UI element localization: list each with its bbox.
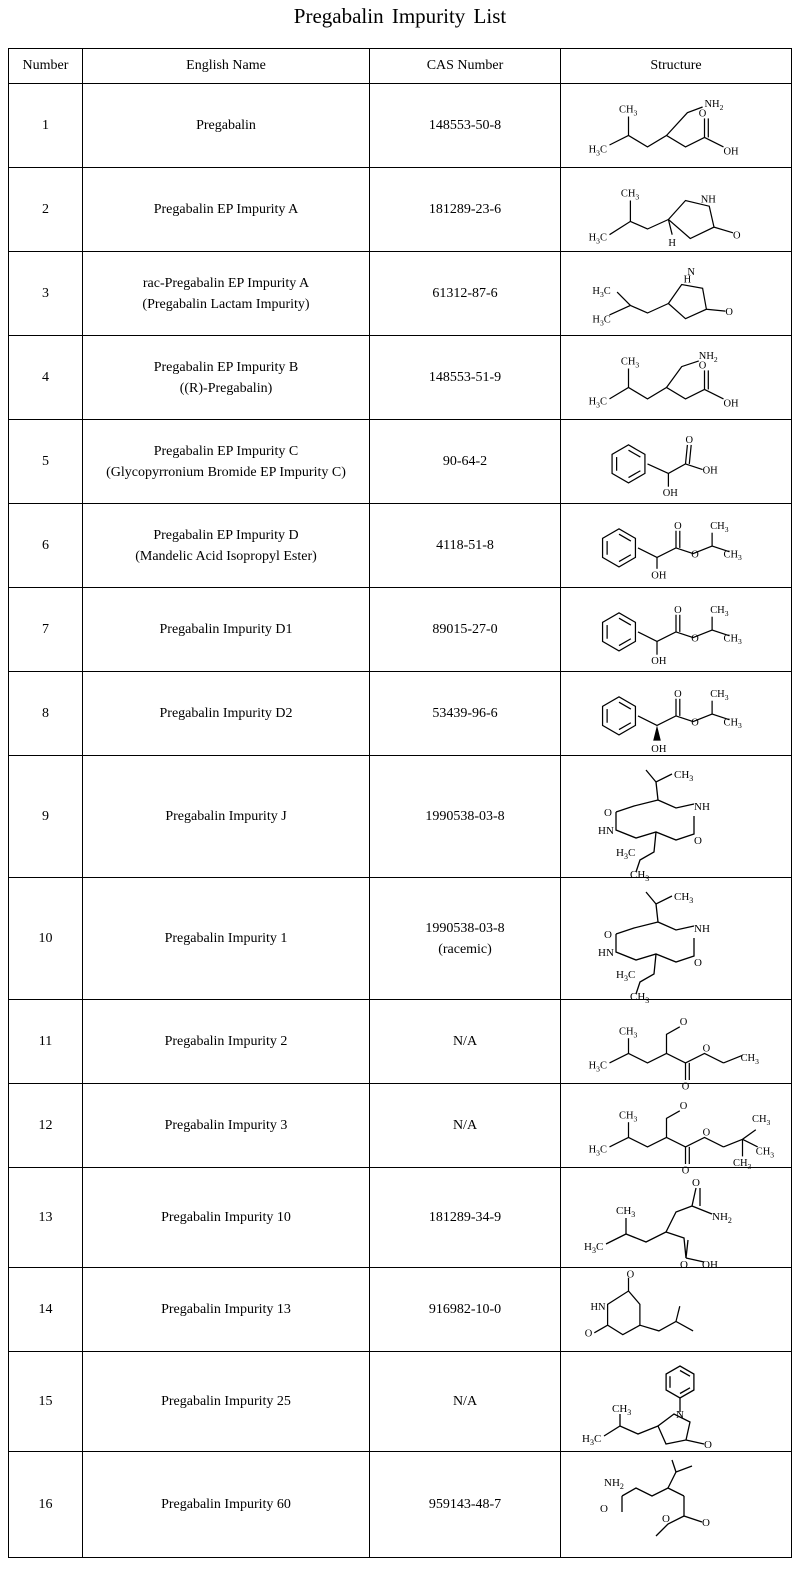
cas-number-line: 53439-96-6: [432, 706, 498, 721]
svg-text:CH3: $CH_3$: [723, 632, 742, 646]
english-name: [83, 1452, 370, 1558]
svg-text:H: H: [668, 237, 676, 249]
english-name: [83, 878, 370, 1000]
carbamoyl-acid-structure-icon: [576, 1172, 776, 1271]
cas-number: [370, 1168, 561, 1268]
row-number: 7: [9, 588, 83, 672]
svg-text:O: O: [691, 716, 699, 728]
table-row: [9, 420, 792, 504]
svg-text:CH3: $CH_3$: [723, 548, 742, 562]
cas-number: [370, 1352, 561, 1452]
svg-text:H3C: $H_3C$: [616, 968, 636, 983]
svg-text:O: O: [685, 434, 694, 446]
english-name: [83, 672, 370, 756]
svg-text:CH3: $CH_3$: [619, 1025, 638, 1039]
english-name-line: Pregabalin EP Impurity C: [153, 443, 299, 459]
svg-text:CH3: $CH_3$: [723, 716, 742, 730]
n-phenyl-lactam-structure-icon: [576, 1356, 776, 1451]
english-name: [83, 336, 370, 420]
svg-text:CH3: $CH_3$: [619, 1109, 638, 1123]
english-name-line: Pregabalin Impurity 10: [161, 1210, 291, 1225]
row-number: 13: [9, 1168, 83, 1268]
cas-number-line: 61312-87-6: [432, 286, 498, 301]
svg-text:CH3: $CH_3$: [710, 688, 729, 702]
svg-text:CH3: $CH_3$: [710, 520, 729, 534]
structure-cell: [561, 756, 792, 883]
lactam-racemic-structure-icon: [576, 256, 776, 332]
lactam-chiral-structure-icon: [576, 172, 776, 248]
svg-text:H: H: [683, 274, 692, 286]
cas-number-line: 90-64-2: [442, 454, 488, 469]
cas-number-line: 1990538-03-8: [425, 809, 505, 824]
english-name-line: Pregabalin Impurity 60: [161, 1497, 291, 1512]
english-name-line: Pregabalin Impurity D2: [159, 706, 293, 721]
svg-text:O: O: [692, 1176, 700, 1189]
svg-text:CH3: $CH_3$: [616, 1204, 636, 1219]
table-row: [9, 168, 792, 252]
svg-text:H3C: $H_3C$: [582, 1432, 602, 1447]
english-name-line: Pregabalin: [196, 118, 256, 133]
cas-number-line: 148553-50-8: [428, 118, 502, 133]
table-row: [9, 336, 792, 420]
table-row: [9, 504, 792, 588]
structure-cell: [561, 1084, 792, 1176]
structure-cell: [561, 588, 792, 672]
cas-number-line: 89015-27-0: [432, 622, 498, 637]
isopropyl-mandelate-r-structure-icon: [576, 592, 776, 668]
row-number: 11: [9, 1000, 83, 1084]
table-row: [9, 1268, 792, 1352]
english-name-line: (Mandelic Acid Isopropyl Ester): [135, 548, 317, 564]
cas-number: [370, 672, 561, 756]
cas-number: [370, 1084, 561, 1168]
table-row: [9, 1352, 792, 1452]
svg-text:CH3: $CH_3$: [752, 1113, 771, 1127]
english-name-line: Pregabalin Impurity 3: [164, 1118, 288, 1133]
svg-text:OH: OH: [651, 569, 667, 581]
structure-cell: [561, 84, 792, 168]
english-name: [83, 1084, 370, 1168]
svg-text:O: O: [674, 520, 682, 532]
cas-number-line: (racemic): [438, 941, 492, 957]
table-row: [9, 672, 792, 756]
cas-number-line: 916982-10-0: [428, 1302, 502, 1317]
svg-text:CH3: $CH_3$: [630, 868, 650, 883]
cas-number-line: 1990538-03-8: [425, 920, 505, 936]
cas-number-line: 4118-51-8: [436, 538, 494, 553]
svg-text:CH3: $CH_3$: [740, 1052, 759, 1066]
cas-number: [370, 756, 561, 878]
svg-text:HN: HN: [590, 1301, 606, 1313]
english-name-line: (Glycopyrronium Bromide EP Impurity C): [106, 464, 346, 480]
cas-number-line: N/A: [452, 1394, 478, 1409]
cas-number-line: 181289-34-9: [428, 1210, 502, 1225]
english-name-line: Pregabalin Impurity D1: [159, 622, 293, 637]
pregabalin-structure-icon: [576, 88, 776, 164]
row-number: 8: [9, 672, 83, 756]
english-name: [83, 588, 370, 672]
row-number: 5: [9, 420, 83, 504]
svg-text:O: O: [584, 1328, 593, 1340]
r-pregabalin-structure-icon: [576, 340, 776, 416]
row-number: 3: [9, 252, 83, 336]
svg-text:H3C: $H_3C$: [616, 846, 636, 861]
structure-cell: [561, 672, 792, 756]
svg-text:OH: OH: [702, 1258, 718, 1271]
svg-text:H3C: $H_3C$: [588, 144, 607, 157]
svg-text:NH2: $NH_2$: [712, 1210, 732, 1225]
cas-number-line: 181289-23-6: [428, 202, 502, 217]
svg-text:O: O: [691, 632, 699, 644]
table-row: [9, 878, 792, 1000]
svg-text:H3C: $H_3C$: [588, 231, 607, 245]
cas-number: [370, 1000, 561, 1084]
svg-text:O: O: [662, 1512, 670, 1525]
aldehyde-tbutyl-ester-structure-icon: [576, 1088, 776, 1176]
structure-cell: [561, 336, 792, 420]
amide-ethyl-ester-structure-icon: [576, 1456, 776, 1554]
svg-text:CH3: $CH_3$: [674, 890, 694, 905]
table-row: [9, 756, 792, 878]
english-name: [83, 1268, 370, 1352]
svg-text:H3C: $H_3C$: [588, 1060, 607, 1073]
table-row: [9, 252, 792, 336]
svg-text:NH: NH: [694, 800, 710, 813]
table-row: [9, 588, 792, 672]
svg-text:CH3: $CH_3$: [710, 604, 729, 618]
cas-number: [370, 336, 561, 420]
english-name-line: Pregabalin Impurity 2: [164, 1034, 288, 1049]
svg-text:O: O: [681, 1081, 690, 1092]
english-name: [83, 252, 370, 336]
svg-text:O: O: [725, 306, 733, 318]
svg-text:O: O: [694, 956, 702, 969]
english-name-line: Pregabalin EP Impurity A: [153, 202, 299, 217]
svg-text:O: O: [691, 548, 699, 560]
svg-text:O: O: [702, 1516, 710, 1529]
svg-text:O: O: [698, 108, 707, 119]
aldehyde-ethyl-ester-structure-icon: [576, 1004, 776, 1092]
row-number: 6: [9, 504, 83, 588]
svg-text:O: O: [694, 834, 702, 847]
impurity-table: [8, 48, 792, 1558]
isopropyl-mandelate-structure-icon: [576, 508, 776, 584]
svg-text:CH3: $CH_3$: [630, 990, 650, 1005]
english-name: [83, 1168, 370, 1268]
cas-number-line: N/A: [452, 1118, 478, 1133]
structure-cell: [561, 504, 792, 588]
table-row: [9, 1084, 792, 1168]
row-number: 9: [9, 756, 83, 878]
english-name: [83, 420, 370, 504]
svg-text:O: O: [674, 604, 682, 616]
english-name: [83, 1000, 370, 1084]
english-name-line: ((R)-Pregabalin): [179, 380, 273, 396]
svg-text:H3C: $H_3C$: [588, 396, 607, 409]
english-name: [83, 168, 370, 252]
svg-text:CH3: $CH_3$: [619, 104, 638, 118]
cas-number: [370, 588, 561, 672]
cas-number: [370, 1268, 561, 1352]
cas-number: [370, 878, 561, 1000]
row-number: 2: [9, 168, 83, 252]
svg-text:NH2: $NH_2$: [704, 98, 724, 112]
svg-text:O: O: [604, 806, 612, 819]
structure-cell: [561, 168, 792, 252]
svg-text:O: O: [681, 1165, 690, 1176]
svg-text:O: O: [674, 688, 682, 700]
svg-text:NH: NH: [700, 193, 716, 205]
row-number: 16: [9, 1452, 83, 1558]
svg-text:O: O: [680, 1258, 688, 1271]
row-number: 10: [9, 878, 83, 1000]
svg-text:O: O: [702, 1043, 711, 1054]
header-english-name: English Name: [83, 49, 370, 84]
svg-text:H3C: $H_3C$: [592, 314, 611, 327]
table-row: [9, 1168, 792, 1268]
structure-cell: [561, 1352, 792, 1452]
header-cas-number: CAS Number: [370, 49, 561, 84]
english-name: [83, 1352, 370, 1452]
cas-number: [370, 84, 561, 168]
english-name-line: (Pregabalin Lactam Impurity): [142, 296, 310, 312]
table-row: [9, 1000, 792, 1084]
svg-text:O: O: [733, 230, 741, 241]
svg-text:HN: HN: [598, 824, 614, 837]
cas-number: [370, 168, 561, 252]
table-row: [9, 84, 792, 168]
glutarimide-structure-icon: [576, 1269, 776, 1348]
structure-cell: [561, 1452, 792, 1558]
page-title: Pregabalin Impurity List: [293, 4, 507, 28]
row-number: 14: [9, 1268, 83, 1352]
mandelic-acid-structure-icon: [576, 424, 776, 500]
svg-text:O: O: [626, 1269, 635, 1281]
english-name-line: rac-Pregabalin EP Impurity A: [142, 275, 310, 291]
english-name: [83, 84, 370, 168]
svg-text:H3C: $H_3C$: [592, 285, 611, 299]
english-name: [83, 756, 370, 878]
cas-number-line: N/A: [452, 1034, 478, 1049]
header-structure: Structure: [561, 49, 792, 84]
english-name-line: Pregabalin Impurity 13: [161, 1302, 291, 1317]
cas-number: [370, 252, 561, 336]
svg-text:NH2: $NH_2$: [604, 1476, 624, 1491]
svg-text:H3C: $H_3C$: [584, 1240, 604, 1255]
svg-text:N: N: [676, 1408, 684, 1421]
svg-text:NH: NH: [694, 922, 710, 935]
cas-number-line: 959143-48-7: [428, 1497, 502, 1512]
english-name-line: Pregabalin Impurity 1: [164, 931, 288, 946]
svg-text:CH3: $CH_3$: [620, 356, 640, 370]
english-name-line: Pregabalin Impurity 25: [161, 1394, 291, 1409]
english-name: [83, 504, 370, 588]
header-number: Number: [9, 49, 83, 84]
svg-text:N: N: [687, 266, 695, 278]
svg-text:O: O: [704, 1438, 712, 1451]
structure-cell: [561, 878, 792, 1005]
svg-text:OH: OH: [662, 487, 678, 499]
cas-number-line: 148553-51-9: [428, 370, 502, 385]
table-header-row: [9, 49, 792, 84]
english-name-line: Pregabalin EP Impurity D: [153, 527, 299, 543]
svg-text:OH: OH: [651, 743, 667, 755]
svg-text:OH: OH: [723, 146, 739, 157]
isopropyl-mandelate-s-structure-icon: [576, 676, 776, 755]
cas-number: [370, 420, 561, 504]
svg-text:OH: OH: [702, 464, 718, 476]
svg-text:NH2: $NH_2$: [698, 350, 718, 364]
dimer-racemic-structure-icon: [576, 882, 776, 1005]
table-row: [9, 1452, 792, 1558]
row-number: 1: [9, 84, 83, 168]
svg-text:O: O: [679, 1100, 688, 1112]
svg-text:O: O: [604, 928, 612, 941]
svg-text:O: O: [679, 1016, 688, 1028]
structure-cell: [561, 252, 792, 336]
svg-text:O: O: [702, 1127, 711, 1138]
cas-number: [370, 504, 561, 588]
svg-text:CH3: $CH_3$: [674, 768, 694, 783]
structure-cell: [561, 1268, 792, 1352]
svg-text:O: O: [698, 360, 707, 371]
row-number: 4: [9, 336, 83, 420]
svg-text:OH: OH: [651, 655, 667, 667]
english-name-line: Pregabalin EP Impurity B: [153, 359, 299, 375]
table-body: [9, 84, 792, 1558]
row-number: 15: [9, 1352, 83, 1452]
svg-text:H3C: $H_3C$: [588, 1144, 607, 1157]
row-number: 12: [9, 1084, 83, 1168]
svg-text:CH3: $CH_3$: [755, 1146, 775, 1159]
svg-text:CH3: $CH_3$: [612, 1402, 632, 1417]
structure-cell: [561, 420, 792, 504]
svg-text:O: O: [600, 1502, 608, 1515]
svg-text:CH3: $CH_3$: [620, 188, 640, 202]
cas-number: [370, 1452, 561, 1558]
svg-text:CH3: $CH_3$: [733, 1157, 752, 1171]
svg-text:HN: HN: [598, 946, 614, 959]
english-name-line: Pregabalin Impurity J: [165, 809, 287, 824]
svg-text:OH: OH: [723, 398, 739, 409]
structure-cell: [561, 1000, 792, 1092]
dimer-structure-icon: [576, 760, 776, 883]
structure-cell: [561, 1168, 792, 1271]
